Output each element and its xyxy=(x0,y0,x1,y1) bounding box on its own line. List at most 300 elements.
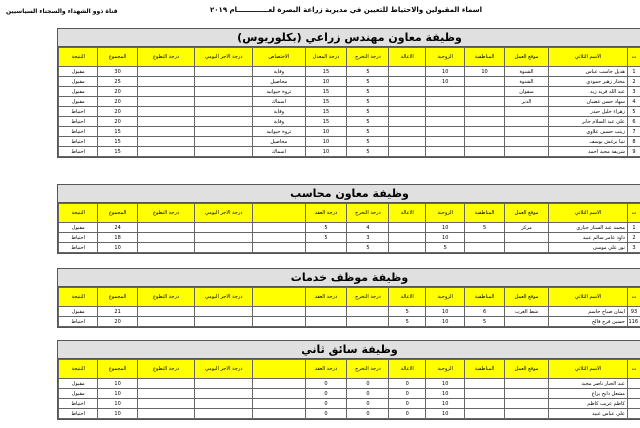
table-cell: 10 xyxy=(98,409,137,419)
table-cell xyxy=(465,379,504,389)
table-cell xyxy=(389,77,426,87)
table-cell xyxy=(137,117,195,127)
column-header: الاسم الثلاثي xyxy=(549,204,628,223)
table-cell: 15 xyxy=(305,97,347,107)
table-row xyxy=(59,389,640,399)
column-header: الزوجية xyxy=(426,360,465,379)
table-cell: وقاية xyxy=(253,117,305,127)
table-cell xyxy=(253,409,305,419)
table-cell xyxy=(195,77,253,87)
table-row xyxy=(59,243,640,253)
table-cell: مقبول xyxy=(59,77,98,87)
table-cell: احتياط xyxy=(59,147,98,157)
table-cell xyxy=(389,97,426,107)
column-header: درجة الاجر اليومي xyxy=(195,48,253,67)
table-cell xyxy=(305,243,347,253)
table-cell: سفوان xyxy=(504,87,549,97)
table-cell xyxy=(504,147,549,157)
column-header: المجموع xyxy=(98,204,137,223)
table-cell xyxy=(465,389,504,399)
table-cell: 30 xyxy=(98,67,137,77)
table-cell xyxy=(137,127,195,137)
table-cell xyxy=(389,233,426,243)
table-cell: 5 xyxy=(426,243,465,253)
table-cell: 5 xyxy=(347,67,389,77)
table-row xyxy=(59,77,640,87)
table-cell: احتياط xyxy=(59,409,98,419)
table-cell: 10 xyxy=(426,399,465,409)
table-cell xyxy=(137,399,195,409)
table-cell xyxy=(627,379,640,389)
table-cell: اسماك xyxy=(253,97,305,107)
table-cell xyxy=(195,223,253,233)
table-cell: مقبول xyxy=(59,307,98,317)
table-cell xyxy=(504,127,549,137)
column-header: المناطقية xyxy=(465,204,504,223)
table-cell xyxy=(504,137,549,147)
table-cell xyxy=(253,389,305,399)
table-cell xyxy=(627,399,640,409)
table-cell: علي عباس عبيد xyxy=(549,409,628,419)
table-cell: 10 xyxy=(426,307,465,317)
table-cell: 15 xyxy=(305,87,347,97)
table-row xyxy=(59,233,640,243)
table-cell xyxy=(253,307,305,317)
table-cell xyxy=(137,389,195,399)
table-cell xyxy=(137,243,195,253)
table-cell: 10 xyxy=(426,77,465,87)
table-cell xyxy=(195,317,253,327)
column-header: درجة التطوع xyxy=(137,48,195,67)
table-cell: 0 xyxy=(389,409,426,419)
table-cell xyxy=(195,127,253,137)
section-services xyxy=(57,268,640,328)
table-cell: 4 xyxy=(347,223,389,233)
table-cell: احتياط xyxy=(59,137,98,147)
table-row xyxy=(59,97,640,107)
table-cell xyxy=(195,233,253,243)
table-cell xyxy=(253,243,305,253)
table-cell: وقاية xyxy=(253,107,305,117)
document-header xyxy=(0,2,640,26)
column-header: النتيجة xyxy=(59,204,98,223)
table-cell: 10 xyxy=(305,147,347,157)
document-title: اسماء المقبولين والاحتياط للتعيين في مديرية زراعة البصرة لعـــــــــــــام ٢٠١٩ xyxy=(210,6,483,14)
table-cell: 20 xyxy=(98,97,137,107)
table-cell xyxy=(504,107,549,117)
table-cell: 5 xyxy=(347,147,389,157)
table-cell: 5 xyxy=(389,317,426,327)
table-cell xyxy=(195,307,253,317)
table-cell xyxy=(195,409,253,419)
table-cell: 9 xyxy=(627,147,640,157)
table-cell: 5 xyxy=(347,97,389,107)
table-cell xyxy=(389,127,426,137)
column-header: درجة التخرج xyxy=(347,204,389,223)
table-cell: 7 xyxy=(627,127,640,137)
table-cell: ثروة حيوانية xyxy=(253,127,305,137)
table-cell: 10 xyxy=(305,137,347,147)
column-header: درجة التخرج xyxy=(347,360,389,379)
table-cell: مختار زهير حمودي xyxy=(549,77,628,87)
table-cell xyxy=(426,117,465,127)
table-cell xyxy=(465,399,504,409)
table-cell: اسماك xyxy=(253,147,305,157)
table-cell xyxy=(465,243,504,253)
column-header: الزوجية xyxy=(426,48,465,67)
table-cell xyxy=(465,117,504,127)
table-cell: 10 xyxy=(305,77,347,87)
table-cell: 10 xyxy=(98,379,137,389)
table-cell: 25 xyxy=(98,77,137,87)
table-cell: محاصيل xyxy=(253,137,305,147)
column-header: الزوجية xyxy=(426,204,465,223)
table-cell xyxy=(137,317,195,327)
column-header: النتيجة xyxy=(59,288,98,307)
table-cell xyxy=(137,409,195,419)
table-cell xyxy=(426,87,465,97)
table-cell xyxy=(504,317,549,327)
table-cell: 5 xyxy=(347,107,389,117)
table-cell: مركز xyxy=(504,223,549,233)
table-cell: 5 xyxy=(305,223,347,233)
table-cell xyxy=(137,233,195,243)
table-cell: 18 xyxy=(98,233,137,243)
results-table xyxy=(58,203,640,253)
table-cell xyxy=(504,389,549,399)
table-cell: 6 xyxy=(627,117,640,127)
column-header: درجة الاجر اليومي xyxy=(195,288,253,307)
table-row xyxy=(59,317,640,327)
table-cell: ثروة حيوانية xyxy=(253,87,305,97)
column-header: المناطقية xyxy=(465,288,504,307)
table-cell xyxy=(389,107,426,117)
table-header-row xyxy=(59,204,640,223)
table-cell xyxy=(426,137,465,147)
table-cell: داود عامر سالم عبيد xyxy=(549,233,628,243)
table-cell: 0 xyxy=(305,389,347,399)
column-header: درجة العقد xyxy=(305,204,347,223)
table-cell xyxy=(195,379,253,389)
table-cell xyxy=(137,137,195,147)
table-cell: 0 xyxy=(347,389,389,399)
column-header: المناطقية xyxy=(465,360,504,379)
table-cell: 10 xyxy=(426,233,465,243)
table-cell xyxy=(253,233,305,243)
column-header: موقع العمل xyxy=(504,48,549,67)
table-row xyxy=(59,137,640,147)
table-cell: 5 xyxy=(347,137,389,147)
table-cell xyxy=(465,87,504,97)
table-cell: الشنوة xyxy=(504,67,549,77)
table-cell xyxy=(195,87,253,97)
column-header: الاسم الثلاثي xyxy=(549,288,628,307)
column-header: درجة العقد xyxy=(305,288,347,307)
table-cell: 10 xyxy=(426,223,465,233)
table-row xyxy=(59,87,640,97)
table-cell xyxy=(504,243,549,253)
column-header: درجة التخرج xyxy=(347,288,389,307)
table-cell: 3 xyxy=(347,233,389,243)
table-cell: 20 xyxy=(98,317,137,327)
table-cell: نور علي موسى xyxy=(549,243,628,253)
table-header-row xyxy=(59,288,640,307)
column-header: ت xyxy=(627,288,640,307)
table-cell: 0 xyxy=(305,409,347,419)
section-title: وظيفة معاون مهندس زراعي (بكلوريوس) xyxy=(58,29,640,47)
column-header xyxy=(253,360,305,379)
table-row xyxy=(59,117,640,127)
table-cell: 0 xyxy=(347,409,389,419)
table-cell: 5 xyxy=(347,117,389,127)
column-header: الاسم الثلاثي xyxy=(549,360,628,379)
table-cell: 3 xyxy=(627,243,640,253)
table-row xyxy=(59,127,640,137)
table-cell: 10 xyxy=(98,243,137,253)
table-cell xyxy=(195,399,253,409)
table-cell: 15 xyxy=(98,147,137,157)
table-cell: عبد الله فريد زيد xyxy=(549,87,628,97)
table-cell: 5 xyxy=(347,243,389,253)
table-cell xyxy=(465,77,504,87)
table-cell xyxy=(465,137,504,147)
column-header: ت xyxy=(627,204,640,223)
table-cell: 0 xyxy=(347,379,389,389)
table-cell: 5 xyxy=(347,87,389,97)
table-cell: شط العرب xyxy=(504,307,549,317)
table-cell: 1 xyxy=(627,67,640,77)
column-header: النتيجة xyxy=(59,48,98,67)
table-cell xyxy=(347,317,389,327)
table-cell xyxy=(347,307,389,317)
table-cell: 15 xyxy=(305,117,347,127)
table-cell: 0 xyxy=(389,389,426,399)
section-title: وظيفة سائق ثاني xyxy=(58,341,640,359)
table-row xyxy=(59,399,640,409)
table-cell xyxy=(253,379,305,389)
table-cell: ايمان صباح جاسم xyxy=(549,307,628,317)
table-cell: سهاد حسن غضبان xyxy=(549,97,628,107)
column-header: الاعالة xyxy=(389,288,426,307)
table-cell xyxy=(195,107,253,117)
table-cell: 20 xyxy=(98,107,137,117)
table-cell: 10 xyxy=(465,67,504,77)
table-cell: احتياط xyxy=(59,107,98,117)
results-table xyxy=(58,287,640,327)
table-cell xyxy=(627,389,640,399)
table-cell: الشنوة xyxy=(504,77,549,87)
column-header: درجة الاجر اليومي xyxy=(195,360,253,379)
table-cell xyxy=(305,307,347,317)
results-table xyxy=(58,47,640,157)
table-cell xyxy=(504,233,549,243)
table-cell: 93 xyxy=(627,307,640,317)
table-cell xyxy=(504,399,549,409)
table-cell xyxy=(465,233,504,243)
column-header: الاعالة xyxy=(389,48,426,67)
table-cell xyxy=(137,223,195,233)
table-cell: 6 xyxy=(465,307,504,317)
table-cell xyxy=(195,243,253,253)
table-cell xyxy=(195,147,253,157)
table-row xyxy=(59,67,640,77)
table-cell xyxy=(504,117,549,127)
section-title: وظيفة معاون محاسب xyxy=(58,185,640,203)
table-cell: احتياط xyxy=(59,233,98,243)
table-cell xyxy=(389,137,426,147)
table-header-row xyxy=(59,48,640,67)
table-cell: 20 xyxy=(98,117,137,127)
column-header: درجة التطوع xyxy=(137,288,195,307)
column-header: الاعالة xyxy=(389,204,426,223)
table-cell: مقبول xyxy=(59,97,98,107)
table-cell: احتياط xyxy=(59,243,98,253)
table-cell: 8 xyxy=(627,137,640,147)
column-header: ت xyxy=(627,48,640,67)
table-cell: وقاية xyxy=(253,67,305,77)
table-cell: 2 xyxy=(627,77,640,87)
table-cell: هديل جاسب عباس xyxy=(549,67,628,77)
table-cell: 10 xyxy=(305,127,347,137)
table-cell: احتياط xyxy=(59,117,98,127)
table-cell xyxy=(195,137,253,147)
table-cell: 0 xyxy=(347,399,389,409)
column-header: درجة التطوع xyxy=(137,360,195,379)
table-cell: 15 xyxy=(98,127,137,137)
table-cell xyxy=(426,107,465,117)
table-cell xyxy=(389,87,426,97)
table-cell: 10 xyxy=(426,317,465,327)
table-cell: احتياط xyxy=(59,127,98,137)
table-cell: 0 xyxy=(389,379,426,389)
table-cell xyxy=(426,147,465,157)
table-cell xyxy=(195,389,253,399)
table-cell: 2 xyxy=(627,233,640,243)
table-cell: مقبول xyxy=(59,379,98,389)
table-cell: 0 xyxy=(389,399,426,409)
table-cell: كاظم عريب كاظم xyxy=(549,399,628,409)
results-table xyxy=(58,359,640,419)
table-cell xyxy=(426,97,465,107)
table-cell: 5 xyxy=(465,223,504,233)
table-row xyxy=(59,307,640,317)
table-row xyxy=(59,107,640,117)
table-cell xyxy=(426,127,465,137)
table-cell: 0 xyxy=(305,379,347,389)
table-cell: 10 xyxy=(426,409,465,419)
column-header: درجة الاجر اليومي xyxy=(195,204,253,223)
table-cell: 5 xyxy=(347,77,389,87)
table-cell xyxy=(465,147,504,157)
column-header xyxy=(253,288,305,307)
table-cell xyxy=(253,317,305,327)
table-cell: مقبول xyxy=(59,389,98,399)
table-cell: 5 xyxy=(305,233,347,243)
table-row xyxy=(59,223,640,233)
table-cell: احتياط xyxy=(59,399,98,409)
table-cell: علي عبد السلام جابر xyxy=(549,117,628,127)
table-cell: 5 xyxy=(347,127,389,137)
table-cell: مقبول xyxy=(59,223,98,233)
table-cell: محمد عبد الستار جباري xyxy=(549,223,628,233)
table-cell xyxy=(195,117,253,127)
table-cell xyxy=(389,223,426,233)
table-cell: محاصيل xyxy=(253,77,305,87)
column-header: موقع العمل xyxy=(504,204,549,223)
table-header-row xyxy=(59,360,640,379)
table-cell: 5 xyxy=(389,307,426,317)
table-cell: مقبول xyxy=(59,87,98,97)
column-header: ت xyxy=(627,360,640,379)
table-cell xyxy=(389,67,426,77)
table-cell xyxy=(195,67,253,77)
column-header: درجة المعدل xyxy=(305,48,347,67)
table-cell xyxy=(504,379,549,389)
table-cell xyxy=(137,307,195,317)
table-cell xyxy=(137,97,195,107)
table-cell xyxy=(137,87,195,97)
column-header: موقع العمل xyxy=(504,360,549,379)
column-header: الاسم الثلاثي xyxy=(549,48,628,67)
table-cell: 5 xyxy=(465,317,504,327)
table-cell xyxy=(627,409,640,419)
table-cell: 116 xyxy=(627,317,640,327)
table-cell xyxy=(389,243,426,253)
table-cell: 10 xyxy=(426,379,465,389)
table-cell xyxy=(389,117,426,127)
table-cell: شريفة مجيد احمد xyxy=(549,147,628,157)
column-header: موقع العمل xyxy=(504,288,549,307)
table-cell xyxy=(137,77,195,87)
table-cell: الدير xyxy=(504,97,549,107)
table-cell: 10 xyxy=(426,67,465,77)
column-header xyxy=(253,204,305,223)
table-cell xyxy=(137,379,195,389)
column-header: الاختصاص xyxy=(253,48,305,67)
table-cell: زينب حسين علاوي xyxy=(549,127,628,137)
column-header: درجة العقد xyxy=(305,360,347,379)
section-driver xyxy=(57,340,640,420)
table-cell: 15 xyxy=(305,107,347,117)
table-cell: 5 xyxy=(627,107,640,117)
section-agricultural-engineer xyxy=(57,28,640,158)
table-cell: 24 xyxy=(98,223,137,233)
table-cell xyxy=(137,67,195,77)
table-row xyxy=(59,409,640,419)
column-header: الزوجية xyxy=(426,288,465,307)
table-cell xyxy=(465,97,504,107)
table-cell xyxy=(137,147,195,157)
column-header: درجة التخرج xyxy=(347,48,389,67)
table-row xyxy=(59,379,640,389)
table-cell: 4 xyxy=(627,97,640,107)
table-cell: 10 xyxy=(426,389,465,399)
table-cell: 20 xyxy=(98,87,137,97)
table-cell: حسين فرج فالح xyxy=(549,317,628,327)
column-header: المناطقية xyxy=(465,48,504,67)
column-header: المجموع xyxy=(98,48,137,67)
table-cell: 15 xyxy=(98,137,137,147)
table-cell: زهراء خليل حيدر xyxy=(549,107,628,117)
table-cell xyxy=(195,97,253,107)
table-cell xyxy=(504,409,549,419)
table-cell xyxy=(465,409,504,419)
table-cell: 21 xyxy=(98,307,137,317)
table-cell: عبد الجبار ناصر مجيد xyxy=(549,379,628,389)
table-cell xyxy=(305,317,347,327)
channel-name: قناة ذوو الشهداء والسجناء السياسيين xyxy=(6,8,118,15)
table-row xyxy=(59,147,640,157)
